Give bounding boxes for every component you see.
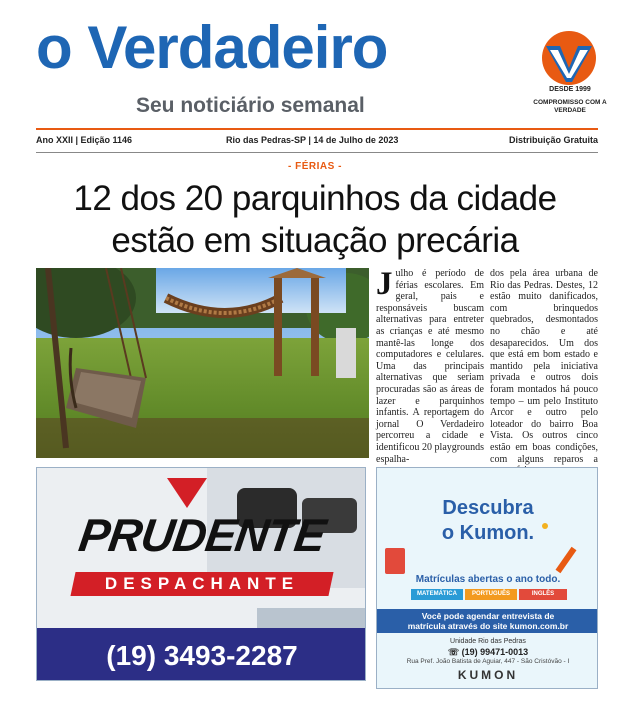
article-text-1: ulho é período de férias escolares. Em geral, pais e responsáveis buscam alternativas para entreter as crianças e até mesmo mantê-las longe dos computadores e celulares. Uma das principais alternativas que seriam procuradas são as áreas de lazer e parquinhos infantis. A reportagem do jornal O Verdadeiro percorreu a cidade e identificou 20 playgrounds espalha- xyxy=(376,268,484,465)
article-text-2: dos pela área urbana de Rio das Pedras. Destes, 12 estão muito danificados, com brinquedos quebrados, desmontados no chão e até desaparecidos. Um dos que está em bom estado e mantido pela iniciativa privada e outros dois foram montados há pouco tempo – um pelo Instituto Arcor e outro pelo loteador do bairro Boa Vista. Os outros cinco estão em boas condições, com alguns reparos a xyxy=(490,268,598,465)
tag-portugues: PORTUGUÊS xyxy=(465,589,517,600)
prudente-subtitle: DESPACHANTE xyxy=(104,574,300,593)
newspaper-subtitle: Seu noticiário semanal xyxy=(136,94,365,117)
orange-divider xyxy=(36,128,598,130)
prudente-phone: (19) 3493-2287 xyxy=(106,640,298,671)
kumon-phone-number: (19) 99471-0013 xyxy=(461,647,529,657)
edition-info: Ano XXII | Edição 1146 xyxy=(36,135,133,145)
kumon-unit: Unidade Rio das Pedras xyxy=(450,638,526,645)
info-bar xyxy=(36,135,598,149)
distribution-info: Distribuição Gratuita xyxy=(508,135,598,145)
dropcap: J xyxy=(376,266,393,302)
ad-kumon[interactable] xyxy=(376,467,598,689)
headline-line-1: 12 dos 20 parquinhos da cidade xyxy=(73,179,557,218)
kumon-title xyxy=(377,496,598,546)
whatsapp-icon: ☏ xyxy=(447,647,460,657)
kumon-logo: KUMON xyxy=(457,668,519,682)
playground-photo xyxy=(36,268,369,458)
motto-label: COMPROMISSO COM A VERDADE xyxy=(533,99,607,115)
tag-ingles: INGLÊS xyxy=(519,589,567,600)
tag-matematica: MATEMÁTICA xyxy=(411,589,463,600)
article-column-1 xyxy=(376,268,484,465)
kumon-info-line-1: Você pode agendar entrevista de xyxy=(421,611,555,621)
place-date: Rio das Pedras-SP | 14 de Julho de 2023 xyxy=(226,135,399,145)
section-kicker: - FÉRIAS - xyxy=(288,161,342,172)
ad-prudente[interactable] xyxy=(36,467,366,681)
headline xyxy=(0,178,630,262)
masthead xyxy=(0,0,630,128)
prudente-brand: PRUDENTE xyxy=(75,509,329,561)
article-column-2 xyxy=(490,268,598,477)
since-label: DESDE 1999 xyxy=(549,86,591,93)
kumon-open-enrollment: Matrículas abertas o ano todo. xyxy=(415,574,561,585)
kumon-phone xyxy=(377,647,598,658)
headline-line-2: estão em situação precária xyxy=(111,221,519,260)
playground-illustration xyxy=(36,268,369,458)
gray-divider xyxy=(36,152,598,153)
v-badge-icon xyxy=(536,28,602,88)
kumon-title-line-1: Descubra xyxy=(442,497,534,519)
kumon-info-text xyxy=(377,611,598,631)
newspaper-title: o Verdadeiro xyxy=(36,14,388,81)
kumon-subject-tags xyxy=(411,589,567,601)
kumon-title-line-2: o Kumon. xyxy=(441,522,535,544)
kumon-info-line-2: matrícula através do site kumon.com.br xyxy=(407,621,569,631)
kumon-address: Rua Pref. João Batista de Aguiar, 447 - São Cristóvão - I xyxy=(406,658,570,665)
